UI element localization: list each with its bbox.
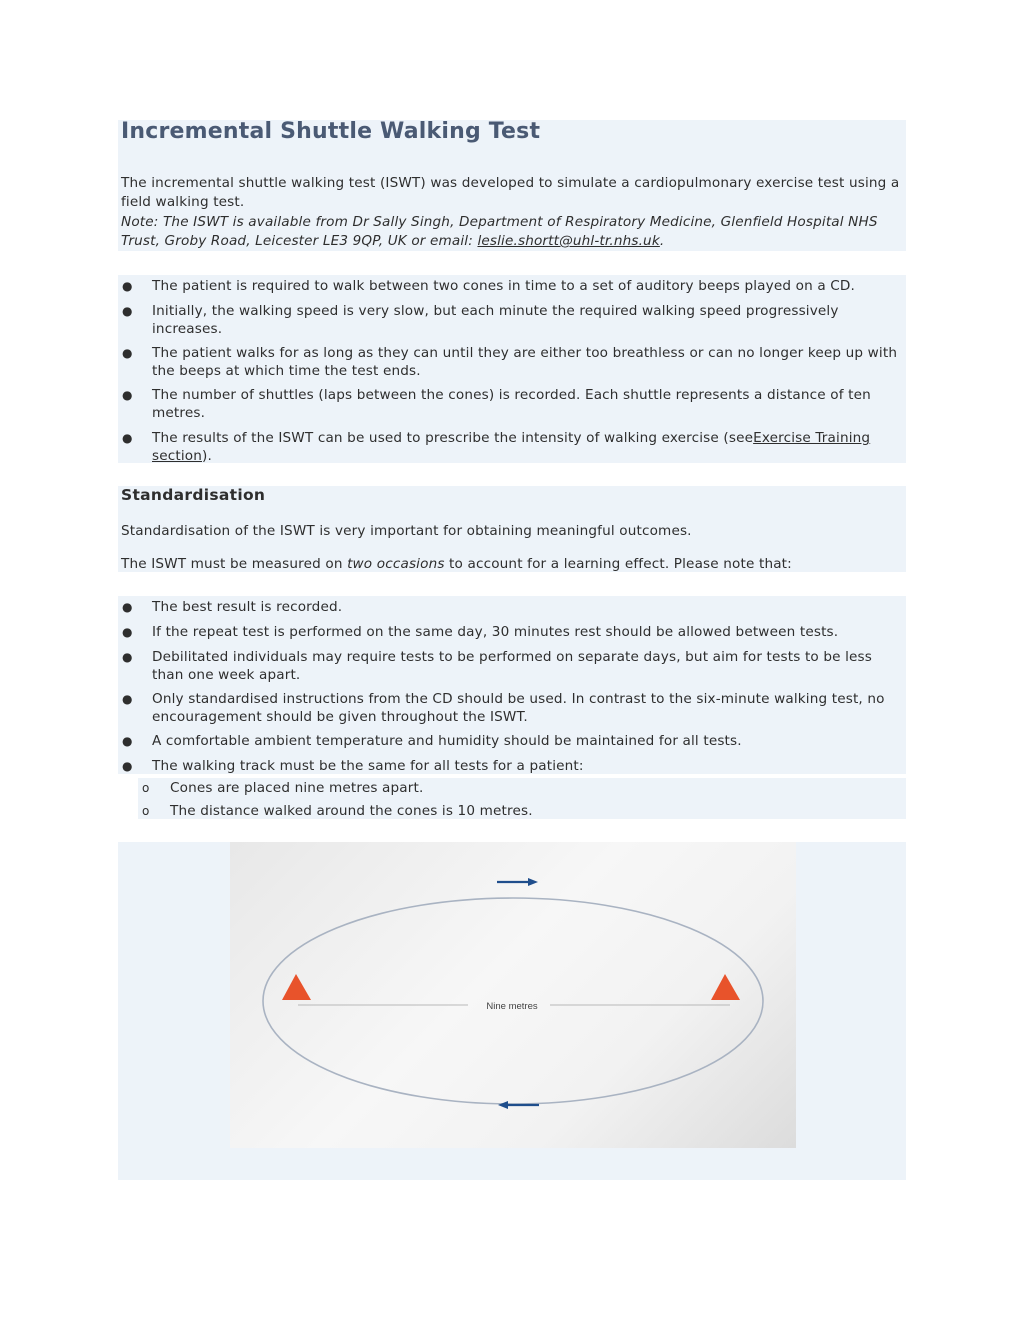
list-item-text: The patient is required to walk between two cones in time to a set of auditory beeps played on a CD. (152, 278, 856, 294)
list-item-text-before: The results of the ISWT can be used to prescribe the intensity of walking exercise (see (152, 430, 754, 446)
list-item-text-after: ). (202, 447, 212, 464)
list-item-text: The walking track must be the same for all tests for a patient: (152, 758, 584, 774)
list-item-text: The best result is recorded. (152, 599, 343, 615)
circle-bullet-icon: o (142, 781, 150, 795)
right-cone-icon (711, 974, 740, 1000)
left-cone-icon (282, 974, 311, 1000)
distance-label: Nine metres (486, 1001, 538, 1012)
bullet-icon: ● (122, 600, 133, 614)
walking-track-figure (230, 842, 796, 1148)
bullet-icon: ● (122, 304, 133, 318)
list-item (122, 649, 902, 687)
bullet-icon: ● (122, 431, 133, 445)
section-heading: Standardisation (121, 486, 266, 504)
para2-after: to account for a learning effect. Please note that: (444, 556, 792, 572)
bullet-icon: ● (122, 650, 133, 664)
list-item-text: Debilitated individuals may require tests to be performed on separate days, but aim for tests to be less than one week apart. (152, 649, 873, 683)
note-end: . (659, 233, 665, 249)
list-item-text: Only standardised instructions from the CD should be used. In contrast to the six-minute walking test, no encouragement should be given throughout the ISWT. (152, 691, 885, 725)
note-text: Note: The ISWT is available from Dr Sally Singh, Department of Respiratory Medicine, Glenfield Hospital NHS Trust, Groby Road, Leicester LE3 9QP, UK or email: (121, 214, 878, 249)
email-link[interactable]: leslie.shortt@uhl-tr.nhs.uk (477, 233, 660, 249)
list-item (122, 599, 902, 619)
list-item (122, 430, 902, 468)
arrow-right-icon (497, 878, 538, 886)
list-item (122, 691, 902, 729)
list-item (122, 278, 902, 298)
arrow-left-icon (498, 1101, 539, 1109)
note-paragraph (121, 213, 901, 251)
list-item (122, 387, 902, 425)
circle-bullet-icon: o (142, 804, 150, 818)
list-item (122, 303, 902, 341)
bullet-icon: ● (122, 625, 133, 639)
bullet-icon: ● (122, 346, 133, 360)
standardisation-paragraph-2 (121, 555, 901, 574)
sub-list-item-text: The distance walked around the cones is 10 metres. (170, 803, 533, 819)
bullet-icon: ● (122, 734, 133, 748)
bullet-icon: ● (122, 279, 133, 293)
list-item (122, 733, 902, 753)
list-item (122, 345, 902, 383)
bullet-icon: ● (122, 759, 133, 773)
list-item (122, 758, 902, 778)
bullet-icon: ● (122, 388, 133, 402)
para2-emphasis: two occasions (347, 556, 445, 572)
bullet-icon: ● (122, 692, 133, 706)
sub-list-item-text: Cones are placed nine metres apart. (170, 780, 424, 796)
sub-list-item (142, 803, 902, 823)
list-item-text: The number of shuttles (laps between the cones) is recorded. Each shuttle represents a distance of ten metres. (152, 387, 871, 421)
list-item-text (152, 430, 900, 465)
list-item (122, 624, 902, 644)
intro-paragraph: The incremental shuttle walking test (ISWT) was developed to simulate a cardiopulmonary exercise test using a field walking test. (121, 175, 900, 210)
para2-before: The ISWT must be measured on (121, 556, 348, 572)
exercise-training-link[interactable]: Exercise Training section (152, 430, 871, 464)
list-item-text: If the repeat test is performed on the same day, 30 minutes rest should be allowed between tests. (152, 624, 839, 640)
sub-list-item (142, 780, 902, 800)
standardisation-paragraph-1: Standardisation of the ISWT is very important for obtaining meaningful outcomes. (121, 523, 692, 539)
list-item-text: A comfortable ambient temperature and humidity should be maintained for all tests. (152, 733, 742, 749)
page-title: Incremental Shuttle Walking Test (121, 119, 541, 144)
list-item-text: The patient walks for as long as they can until they are either too breathless or can no longer keep up with the beeps at which time the test ends. (152, 345, 898, 379)
list-item-text: Initially, the walking speed is very slow, but each minute the required walking speed progressively increases. (152, 303, 839, 337)
walking-track-diagram (230, 842, 796, 1148)
